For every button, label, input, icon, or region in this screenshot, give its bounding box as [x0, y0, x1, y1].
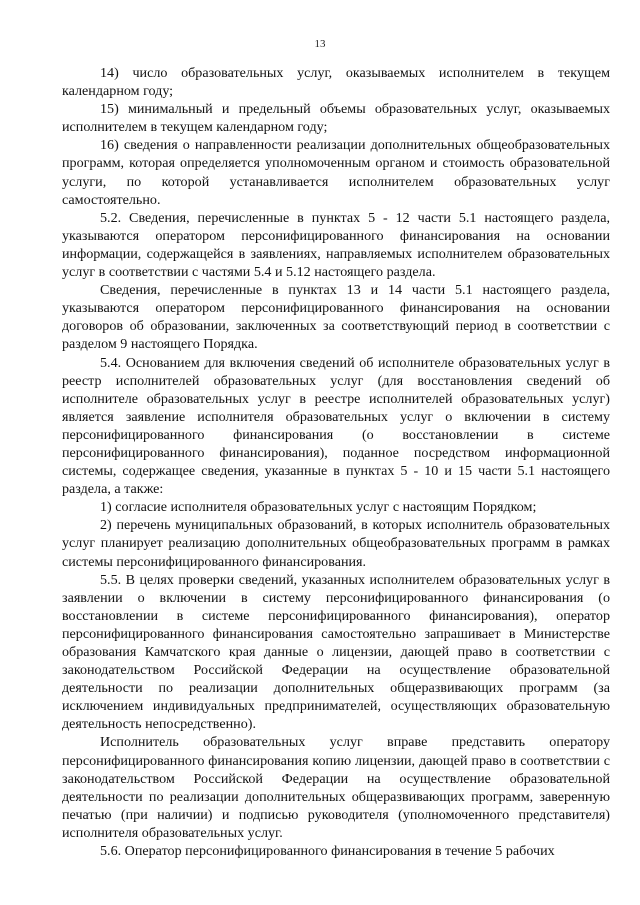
- paragraph-item-15: 15) минимальный и предельный объемы образовательных услуг, оказываемых исполнителем в текущем календарном году;: [62, 101, 610, 136]
- paragraph-5-4: 5.4. Основанием для включения сведений об исполнителе образовательных услуг в реестр исполнителей образовательных услуг (для восстановления сведений об исполнителе образовательных услуг в реестре исполнителей образовательных услуг) является заявление исполнителя образовательных услуг о включении в систему персонифицированного финансирования (о восстановлении в системе персонифицированного финансирования), поданное посредством информационной системы, содержащее сведения, указанные в пунктах 5 - 10 и 15 части 5.1 настоящего раздела, а также:: [62, 354, 610, 498]
- paragraph-5-4-item-2: 2) перечень муниципальных образований, в которых исполнитель образовательных услуг планирует реализацию дополнительных общеобразовательных программ в рамках системы персонифицированного финансирования.: [62, 517, 610, 570]
- paragraph-item-14: 14) число образовательных услуг, оказываемых исполнителем в текущем календарном году;: [62, 65, 610, 100]
- document-body: [62, 64, 610, 860]
- paragraph-5-5: 5.5. В целях проверки сведений, указанных исполнителем образовательных услуг в заявлении о включении в систему персонифицированного финансирования (о восстановлении в системе персонифицированного финансирования), оператор персонифицированного финансирования самостоятельно запрашивает в Министерстве образования Камчатского края данные о лицензии, дающей право в соответствии с законодательством Российской Федерации на осуществление образовательной деятельности по реализации дополнительных общеразвивающих программ (за исключением индивидуальных предпринимателей, осуществляющих образовательную деятельность непосредственно).: [62, 571, 610, 733]
- paragraph-5-2: 5.2. Сведения, перечисленные в пунктах 5 - 12 части 5.1 настоящего раздела, указываются оператором персонифицированного финансирования на основании информации, содержащейся в заявлениях, направляемых исполнителем образовательных услуг в соответствии с частями 5.4 и 5.12 настоящего раздела.: [62, 209, 610, 281]
- paragraph-5-6: 5.6. Оператор персонифицированного финансирования в течение 5 рабочих: [100, 843, 555, 860]
- paragraph-item-16: 16) сведения о направленности реализации дополнительных общеобразовательных программ, которая определяется уполномоченным органом и стоимость образовательной услуги, по которой устанавливается исполнителем образовательных услуг самостоятельно.: [62, 137, 610, 208]
- paragraph-5-4-item-1: 1) согласие исполнителя образовательных услуг с настоящим Порядком;: [100, 499, 537, 516]
- paragraph-5-2-continued: Сведения, перечисленные в пунктах 13 и 14 части 5.1 настоящего раздела, указываются оператором персонифицированного финансирования на основании договоров об образовании, заключенных за соответствующий период в соответствии с разделом 9 настоящего Порядка.: [62, 282, 610, 353]
- page-number: 13: [314, 38, 326, 50]
- paragraph-5-5-continued: Исполнитель образовательных услуг вправе представить оператору персонифицированного финансирования копию лицензии, дающей право в соответствии с законодательством Российской Федерации на осуществление образовательной деятельности по реализации дополнительных общеразвивающих программ, заверенную печатью (при наличии) и подписью руководителя (уполномоченного представителя) исполнителя образовательных услуг.: [62, 734, 610, 841]
